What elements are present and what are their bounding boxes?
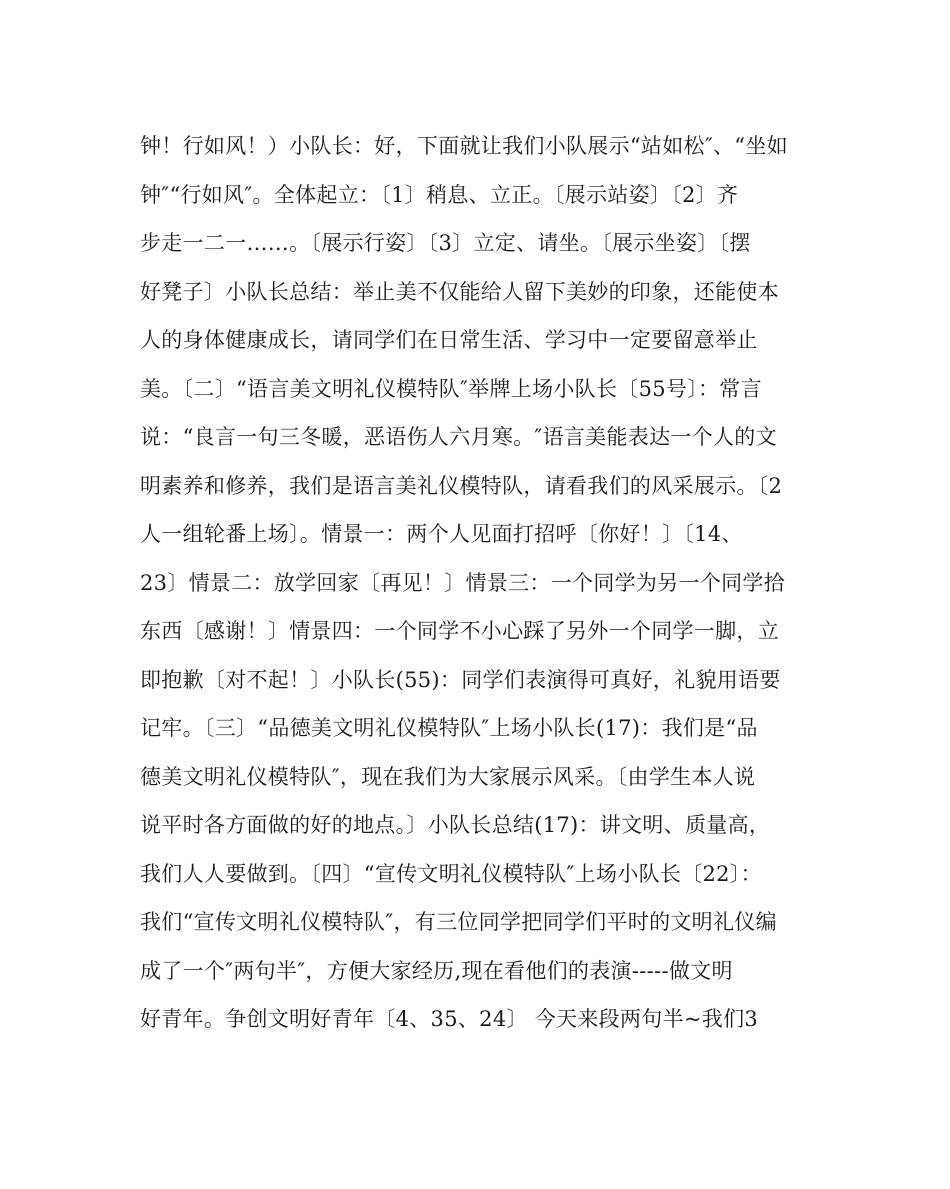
body-text	[140, 122, 820, 1044]
text-line: 明素养和修养，我们是语言美礼仪模特队，请看我们的风采展示。〔2	[140, 473, 783, 498]
text-line: 好凳子〕小队长总结：举止美不仅能给人留下美妙的印象，还能使本	[140, 279, 779, 304]
text-line: 步走一二一……。〔展示行姿〕〔3〕立定、请坐。〔展示坐姿〕〔摆	[140, 231, 751, 255]
text-line: 23〕情景二：放学回家〔再见！〕情景三：一个同学为另一个同学拾	[140, 570, 786, 595]
text-line: 我们人人要做到。〔四〕“宣传文明礼仪模特队″上场小队长〔22〕：	[140, 861, 762, 886]
text-line: 人一组轮番上场〕。情景一：两个人见面打招呼〔你好！〕〔14、	[140, 522, 743, 546]
text-line: 说：“良言一句三冬暖，恶语伤人六月寒。″语言美能表达一个人的文	[140, 425, 777, 449]
text-line: 东西〔感谢！〕情景四：一个同学不小心踩了另外一个同学一脚，立	[140, 619, 779, 643]
text-line: 钟″“行如风″。全体起立：〔1〕稍息、立正。〔展示站姿〕〔2〕齐	[140, 182, 739, 207]
text-line: 说平时各方面做的好的地点。〕小队长总结(17)：讲文明、质量高，	[140, 813, 771, 837]
text-line: 美。〔二〕“语言美文明礼仪模特队″举牌上场小队长〔55号〕：常言	[140, 376, 762, 401]
text-line: 德美文明礼仪模特队″，现在我们为大家展示风采。〔由学生本人说	[140, 764, 756, 789]
text-line: 即抱歉〔对不起！〕小队长(55)：同学们表演得可真好，礼貌用语要	[140, 667, 781, 692]
text-line: 钟！行如风！）小队长：好，下面就让我们小队展示“站如松″、“坐如	[140, 134, 788, 158]
text-line: 我们“宣传文明礼仪模特队″，有三位同学把同学们平时的文明礼仪编	[140, 910, 777, 934]
text-line: 人的身体健康成长，请同学们在日常生活、学习中一定要留意举止	[140, 328, 758, 352]
text-line: 好青年。争创文明好青年〔4、35、24〕 今天来段两句半~我们3	[140, 1007, 759, 1031]
text-line: 记牢。〔三〕“品德美文明礼仪模特队″上场小队长(17)：我们是“品	[140, 716, 758, 740]
text-line: 成了一个″两句半″，方便大家经历,现在看他们的表演-----做文明	[140, 958, 733, 983]
